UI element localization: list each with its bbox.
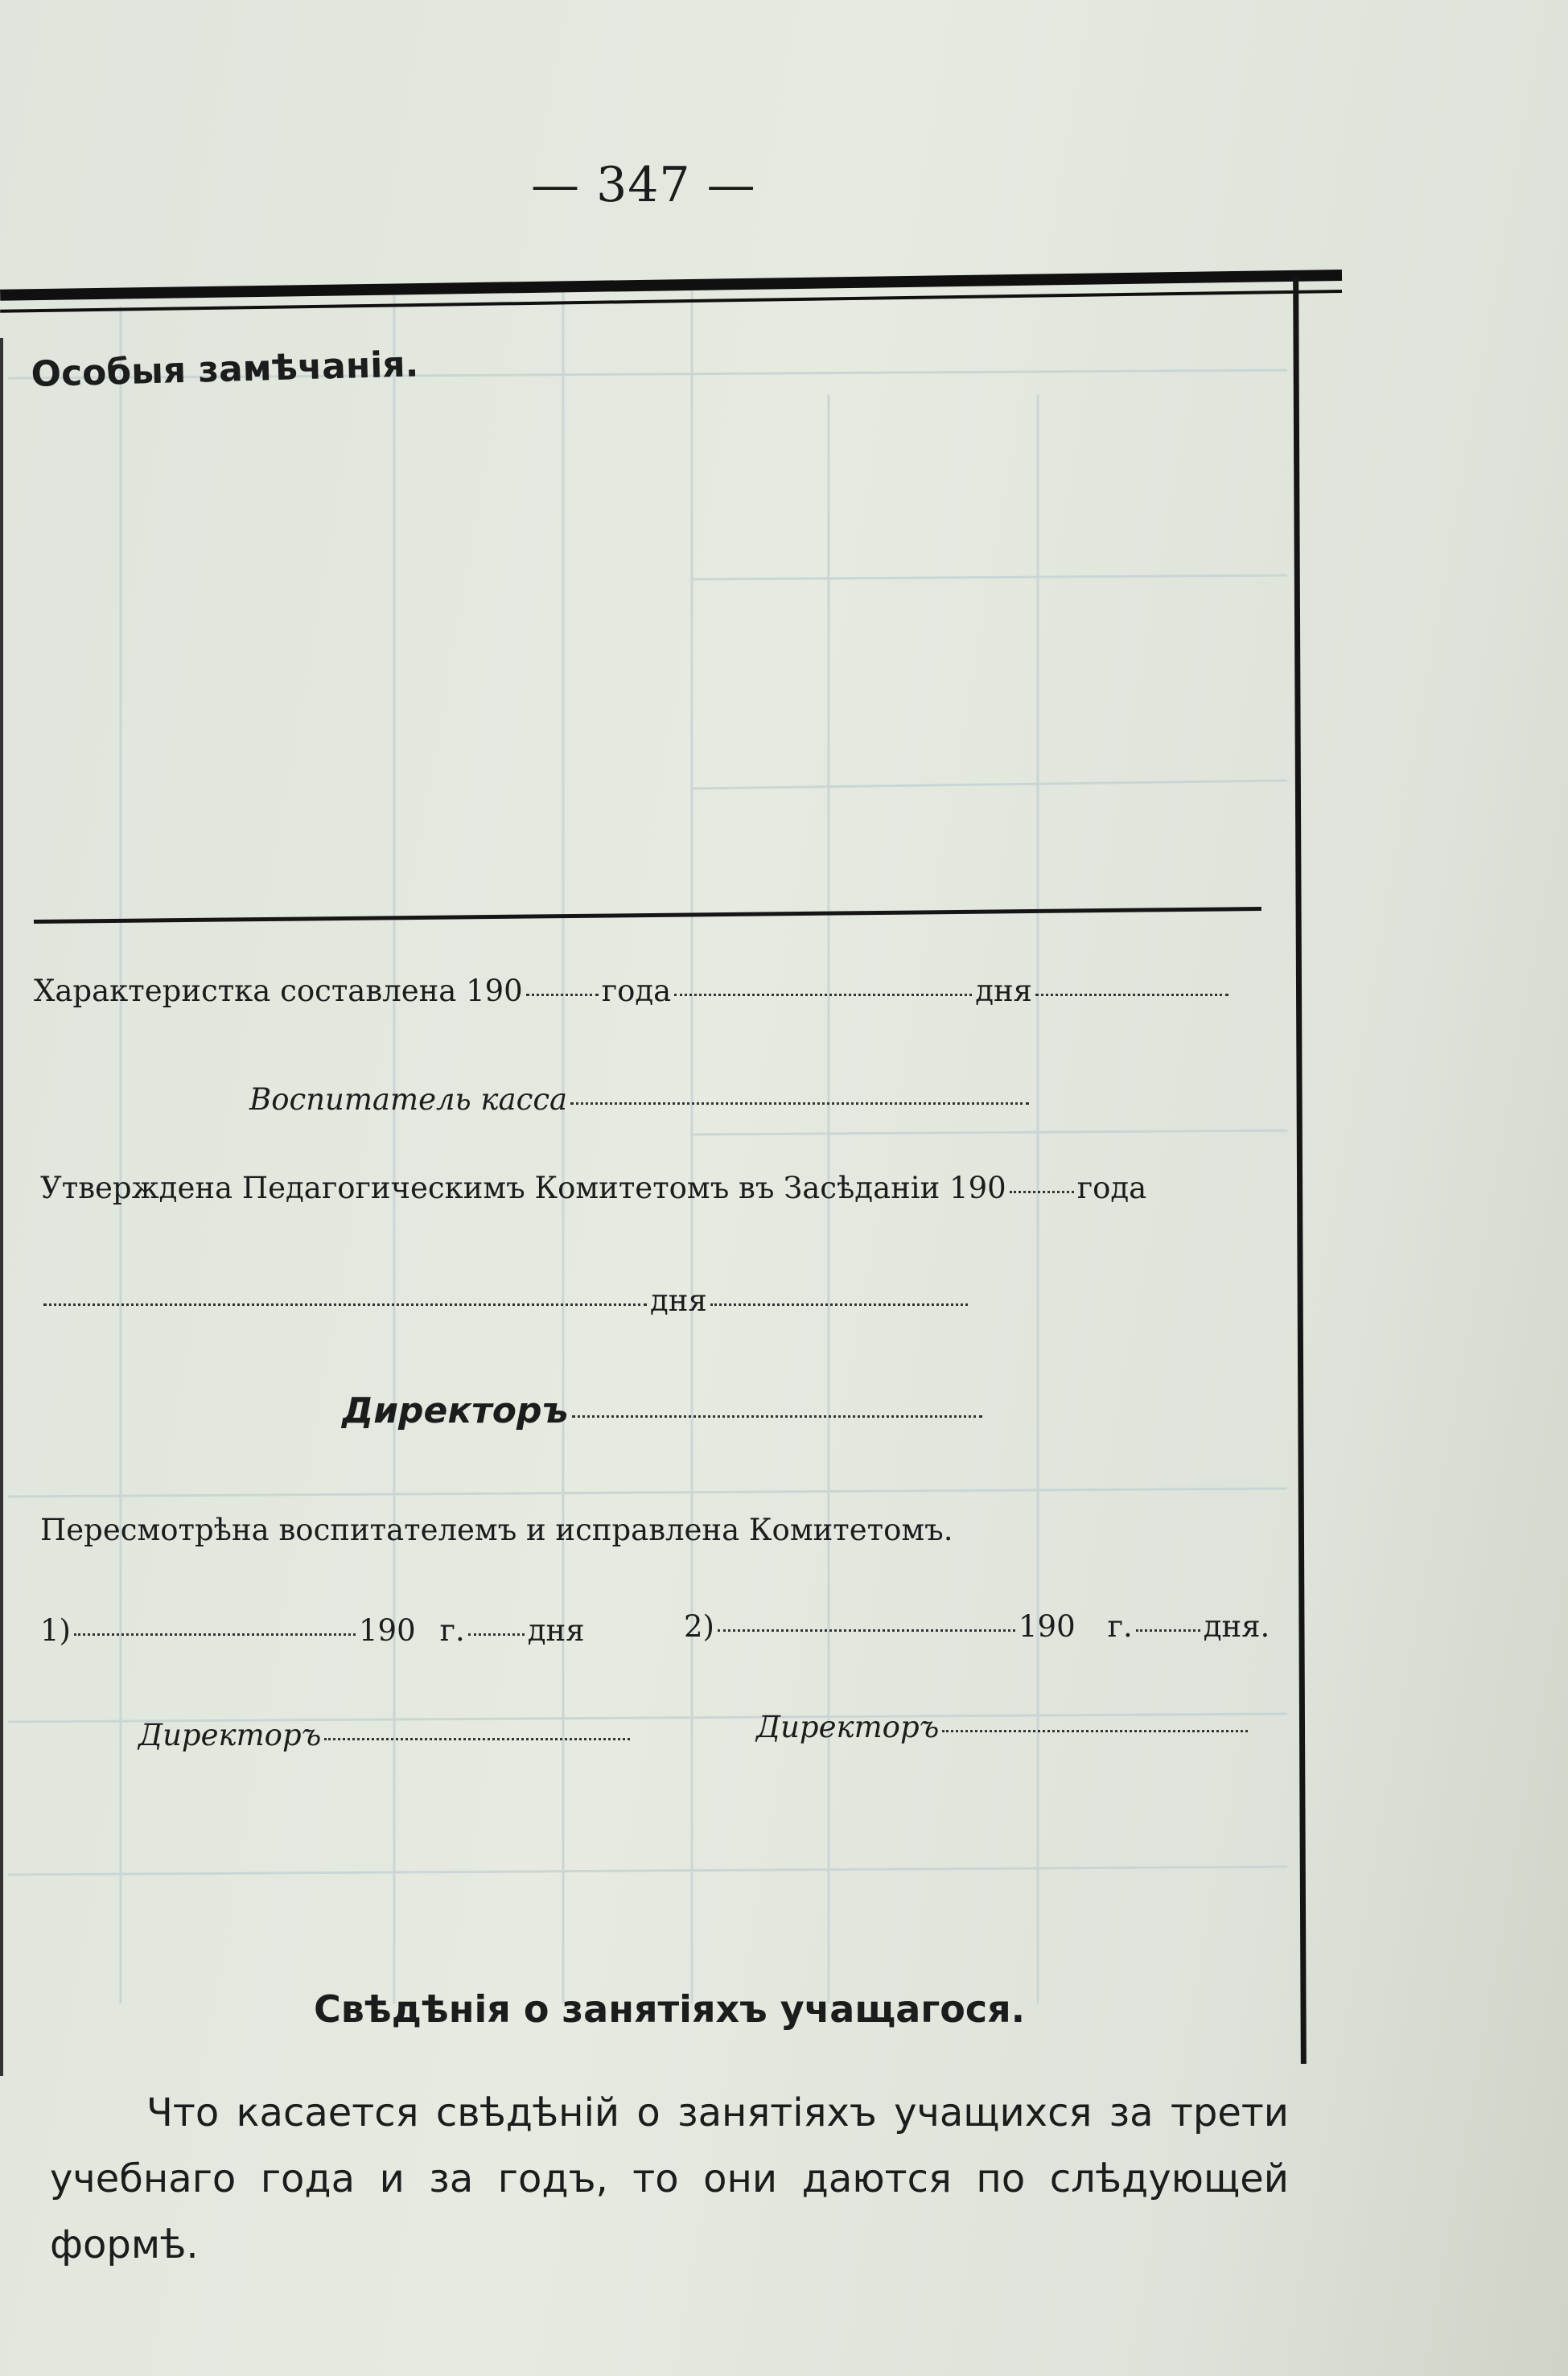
section-heading: Свѣдѣнія о занятіяхъ учащагося.	[314, 1987, 1026, 2031]
review-director-blank[interactable]	[942, 1730, 1248, 1732]
approved-day-word: дня	[650, 1283, 707, 1318]
day-word: дня	[975, 974, 1033, 1008]
review-day-word: дня	[527, 1613, 585, 1648]
review-year: 190	[1018, 1609, 1076, 1644]
review-entry-1	[40, 1613, 585, 1648]
page-number: — 347 —	[531, 157, 756, 213]
approved-label: Утверждена Педагогическимъ Комитетомъ въ Засѣданіи 190	[40, 1171, 1006, 1205]
review-date-blank[interactable]	[74, 1633, 356, 1636]
approved-day-line	[40, 1283, 971, 1318]
director-line	[342, 1390, 986, 1431]
year-word: года	[601, 974, 672, 1008]
review-g: г.	[1107, 1609, 1133, 1644]
section-title: Особыя замѣчанія.	[31, 344, 419, 395]
reviewed-line	[40, 1513, 953, 1547]
bleed-through-table	[0, 274, 1335, 2044]
review-director-1	[138, 1718, 633, 1752]
educator-line	[249, 1082, 1032, 1117]
top-rule-thick	[0, 270, 1342, 301]
review-entry-number: 1)	[40, 1613, 71, 1648]
review-director-2	[756, 1710, 1251, 1744]
director-signature-blank[interactable]	[572, 1415, 982, 1418]
approved-year-blank[interactable]	[1010, 1191, 1074, 1193]
review-director-blank[interactable]	[324, 1738, 630, 1740]
left-border-rule	[0, 338, 3, 2076]
review-year-blank[interactable]	[468, 1633, 525, 1636]
review-g: г.	[439, 1613, 465, 1648]
right-border-rule	[1293, 278, 1307, 2064]
approved-year-word: года	[1076, 1171, 1147, 1205]
body-paragraph: Что касается свѣдѣній о занятіяхъ учащихся за трети учебнаго года и за годъ, то они даются по слѣдующей формѣ.	[50, 2090, 1289, 2267]
educator-label: Воспитатель касса	[249, 1082, 568, 1117]
remarks-divider	[34, 907, 1261, 924]
characteristic-line	[34, 974, 1232, 1008]
reviewed-label: Пересмотрѣна воспитателемъ и исправлена Комитетомъ.	[40, 1513, 953, 1547]
educator-signature-blank[interactable]	[570, 1102, 1029, 1105]
review-director-label: Директоръ	[756, 1710, 940, 1744]
review-entry-number: 2)	[684, 1609, 714, 1644]
approved-date-blank[interactable]	[43, 1303, 647, 1306]
approved-day-blank[interactable]	[710, 1303, 968, 1306]
day-blank[interactable]	[1035, 994, 1228, 996]
date-blank[interactable]	[674, 994, 972, 996]
characteristic-label: Характеристка составлена 190	[34, 974, 523, 1008]
review-day-word: дня.	[1203, 1609, 1270, 1644]
approved-line	[40, 1171, 1146, 1205]
review-date-blank[interactable]	[718, 1629, 1015, 1632]
director-label: Директоръ	[342, 1390, 569, 1431]
review-director-label: Директоръ	[138, 1718, 322, 1752]
review-year: 190	[358, 1613, 416, 1648]
review-year-blank[interactable]	[1136, 1629, 1200, 1632]
year-blank[interactable]	[526, 994, 599, 996]
review-entry-2	[684, 1609, 1270, 1644]
